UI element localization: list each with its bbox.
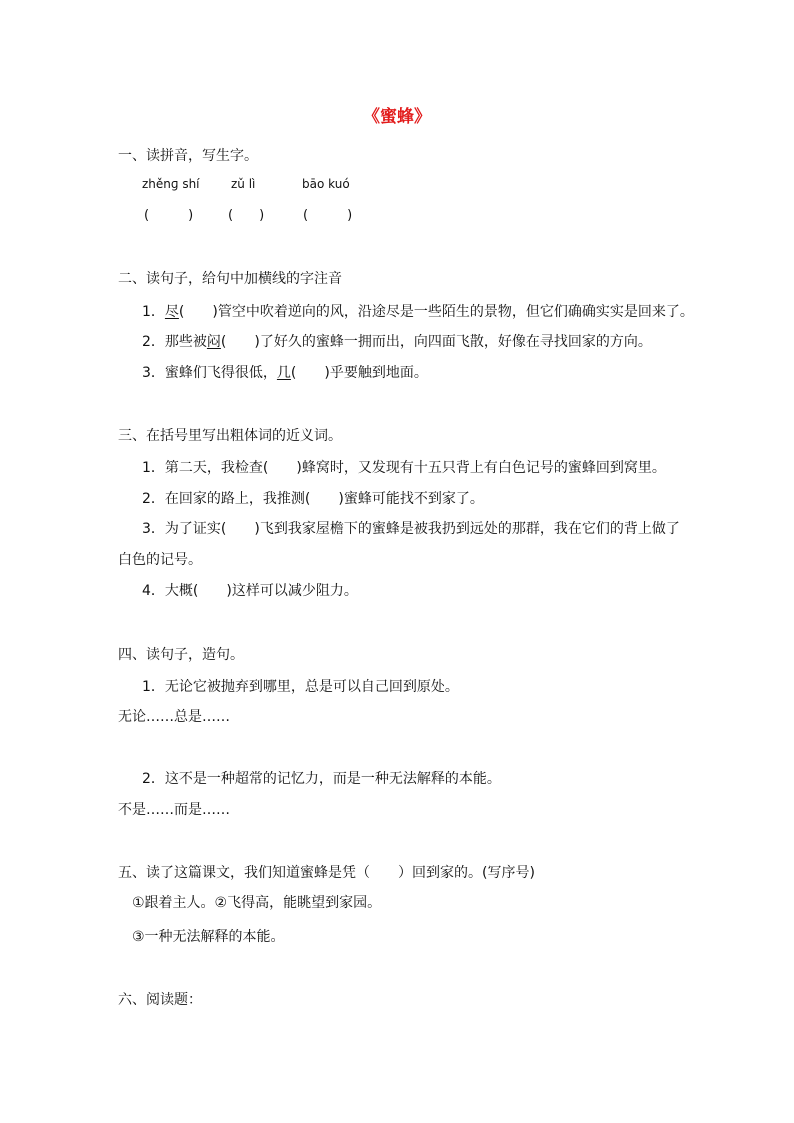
underlined-char: 尽: [164, 304, 179, 320]
item-number: 3．: [142, 365, 165, 381]
s2-item-3: [142, 364, 428, 382]
s5-options-2: ③一种无法解释的本能。: [132, 929, 285, 945]
s5-options-1: ①跟着主人。②飞得高，能眺望到家园。: [132, 895, 382, 911]
answer-blank-1[interactable]: ( ): [144, 208, 194, 223]
s4-item-1: 1．无论它被抛弃到哪里，总是可以自己回到原处。: [142, 679, 459, 695]
underlined-char: 几: [276, 365, 291, 381]
s3-item-3: 3．为了证实( )飞到我家屋檐下的蜜蜂是被我扔到远处的那群，我在它们的背上做了: [142, 521, 680, 537]
s4-pattern-2: 不是……而是……: [118, 802, 230, 818]
section-2-heading: 二、读句子，给句中加横线的字注音: [118, 271, 342, 287]
section-6-heading: 六、阅读题：: [118, 992, 202, 1008]
section-4-heading: 四、读句子，造句。: [118, 647, 244, 663]
section-3-heading: 三、在括号里写出粗体词的近义词。: [118, 428, 342, 444]
underlined-char: 闷: [206, 334, 221, 350]
s3-item-2: 2．在回家的路上，我推测( )蜜蜂可能找不到家了。: [142, 491, 484, 507]
pinyin-1: zhěnɡ shí: [142, 177, 200, 191]
item-text-pre: 蜜蜂们飞得很低，: [164, 365, 277, 381]
answer-blank-3[interactable]: ( ): [303, 208, 353, 223]
answer-blank-2[interactable]: ( ): [228, 208, 265, 223]
s3-item-3-cont: 白色的记号。: [118, 552, 202, 568]
s3-item-1: 1．第二天，我检查( )蜂窝时，又发现有十五只背上有白色记号的蜜蜂回到窝里。: [142, 460, 666, 476]
s2-item-1: [142, 303, 694, 321]
item-text: ( )管空中吹着逆向的风，沿途尽是一些陌生的景物，但它们确确实实是回来了。: [178, 304, 694, 320]
item-number: 1．: [142, 304, 165, 320]
item-text: ( )了好久的蜜蜂一拥而出，向四面飞散，好像在寻找回家的方向。: [220, 334, 652, 350]
section-5-heading: 五、读了这篇课文，我们知道蜜蜂是凭（ ）回到家的。(写序号): [118, 865, 535, 881]
s4-pattern-1: 无论……总是……: [118, 709, 230, 725]
s3-item-4: 4．大概( )这样可以减少阻力。: [142, 583, 358, 599]
item-text: ( )乎要触到地面。: [290, 365, 428, 381]
s4-item-2: 2．这不是一种超常的记忆力，而是一种无法解释的本能。: [142, 771, 501, 787]
s2-item-2: [142, 333, 652, 351]
section-1-heading: 一、读拼音，写生字。: [118, 148, 258, 164]
pinyin-2: zǔ lì: [231, 177, 256, 191]
page-title: 《蜜蜂》: [363, 107, 431, 127]
pinyin-3: bāo kuó: [302, 177, 350, 191]
item-number: 2．: [142, 334, 165, 350]
item-text-pre: 那些被: [164, 334, 207, 350]
